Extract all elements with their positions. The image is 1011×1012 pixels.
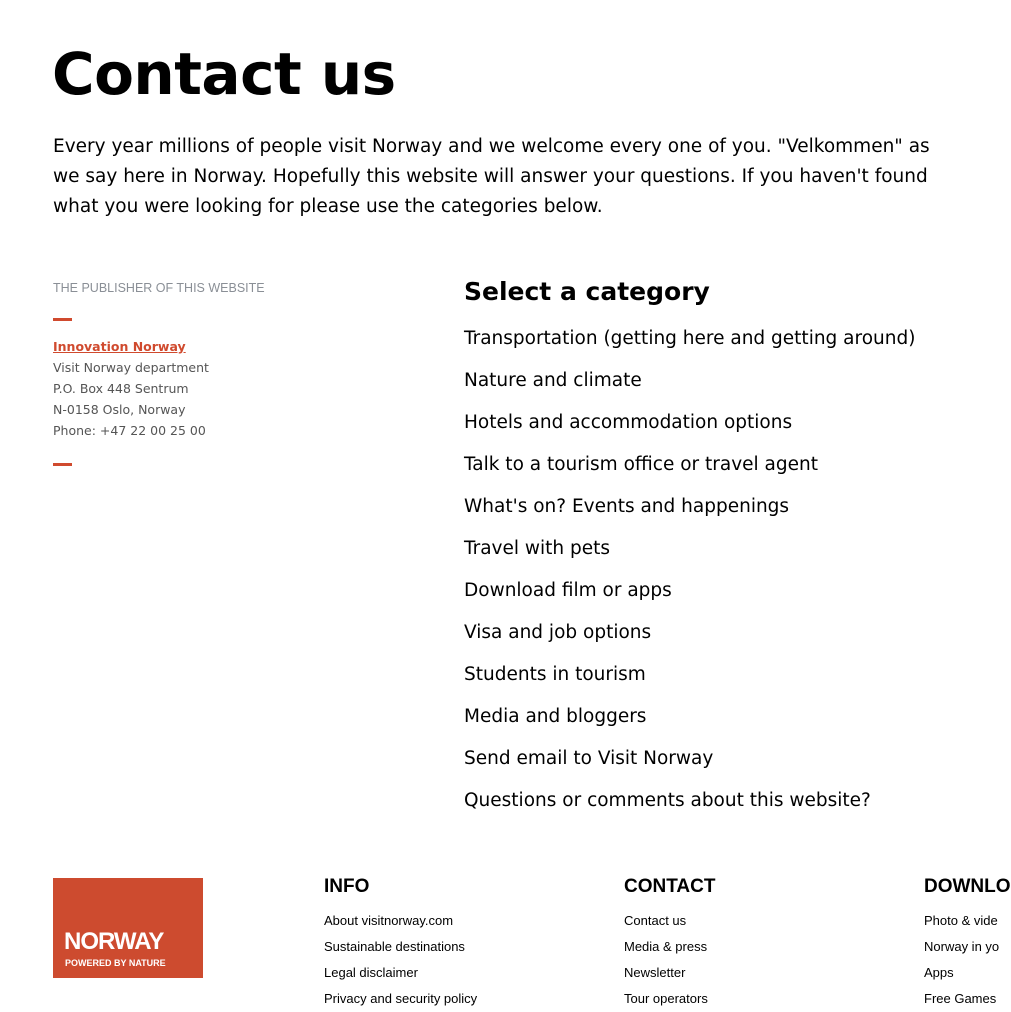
footer-link[interactable]: Apps xyxy=(924,965,954,980)
page-title: Contact us xyxy=(52,40,396,108)
category-heading: Select a category xyxy=(464,277,710,306)
footer-column-downloads xyxy=(924,876,1011,1012)
category-link[interactable]: Download film or apps xyxy=(464,580,672,601)
category-link[interactable]: Talk to a tourism office or travel agent xyxy=(464,454,818,475)
footer-heading: INFO xyxy=(324,876,370,897)
publisher-address xyxy=(53,336,209,441)
category-link[interactable]: Transportation (getting here and getting around) xyxy=(464,328,916,349)
footer-link[interactable]: Contact us xyxy=(624,913,687,928)
category-link[interactable]: Students in tourism xyxy=(464,664,646,685)
category-link[interactable]: What's on? Events and happenings xyxy=(464,496,790,517)
category-link[interactable]: Hotels and accommodation options xyxy=(464,412,793,433)
category-link[interactable]: Visa and job options xyxy=(464,622,652,643)
category-link[interactable]: Travel with pets xyxy=(464,538,611,559)
footer-link[interactable]: Photo & vide xyxy=(924,913,998,928)
footer-heading: DOWNLO xyxy=(924,876,1011,897)
intro-text: Every year millions of people visit Norway and we welcome every one of you. "Velkommen" as we say here in Norway. Hopefully this website will answer your questions. If you haven't found what you were looking for please use the categories below. xyxy=(53,136,930,217)
category-link[interactable]: Send email to Visit Norway xyxy=(464,748,714,769)
address-line: P.O. Box 448 Sentrum xyxy=(53,381,189,396)
footer-heading: CONTACT xyxy=(624,876,716,897)
category-link[interactable]: Questions or comments about this website? xyxy=(464,790,871,811)
phone-line: Phone: +47 22 00 25 00 xyxy=(53,423,206,438)
logo-name: NORWAY xyxy=(64,928,164,955)
footer-link[interactable]: Media & press xyxy=(624,939,708,954)
category-link[interactable]: Nature and climate xyxy=(464,370,642,391)
footer-link[interactable]: Newsletter xyxy=(624,965,686,980)
footer-link[interactable]: Tour operators xyxy=(624,991,708,1006)
footer-link[interactable]: Sustainable destinations xyxy=(324,939,465,954)
footer-link[interactable]: About visitnorway.com xyxy=(324,913,454,928)
footer-column-contact xyxy=(624,876,715,1012)
publisher-label: THE PUBLISHER OF THIS WEBSITE xyxy=(53,281,265,295)
logo-tagline: POWERED BY NATURE xyxy=(65,958,166,968)
category-list xyxy=(464,326,915,830)
footer-column-info xyxy=(324,876,477,1012)
divider xyxy=(53,463,72,466)
footer-link[interactable]: Privacy and security policy xyxy=(324,991,478,1006)
address-line: Visit Norway department xyxy=(53,360,209,375)
address-line: N-0158 Oslo, Norway xyxy=(53,402,186,417)
innovation-norway-link[interactable]: Innovation Norway xyxy=(53,339,186,354)
norway-logo[interactable] xyxy=(53,878,203,978)
footer-link[interactable]: Norway in yo xyxy=(924,939,1000,954)
divider xyxy=(53,318,72,321)
category-link[interactable]: Media and bloggers xyxy=(464,706,647,727)
footer-link[interactable]: Legal disclaimer xyxy=(324,965,418,980)
footer-link[interactable]: Free Games xyxy=(924,991,997,1006)
